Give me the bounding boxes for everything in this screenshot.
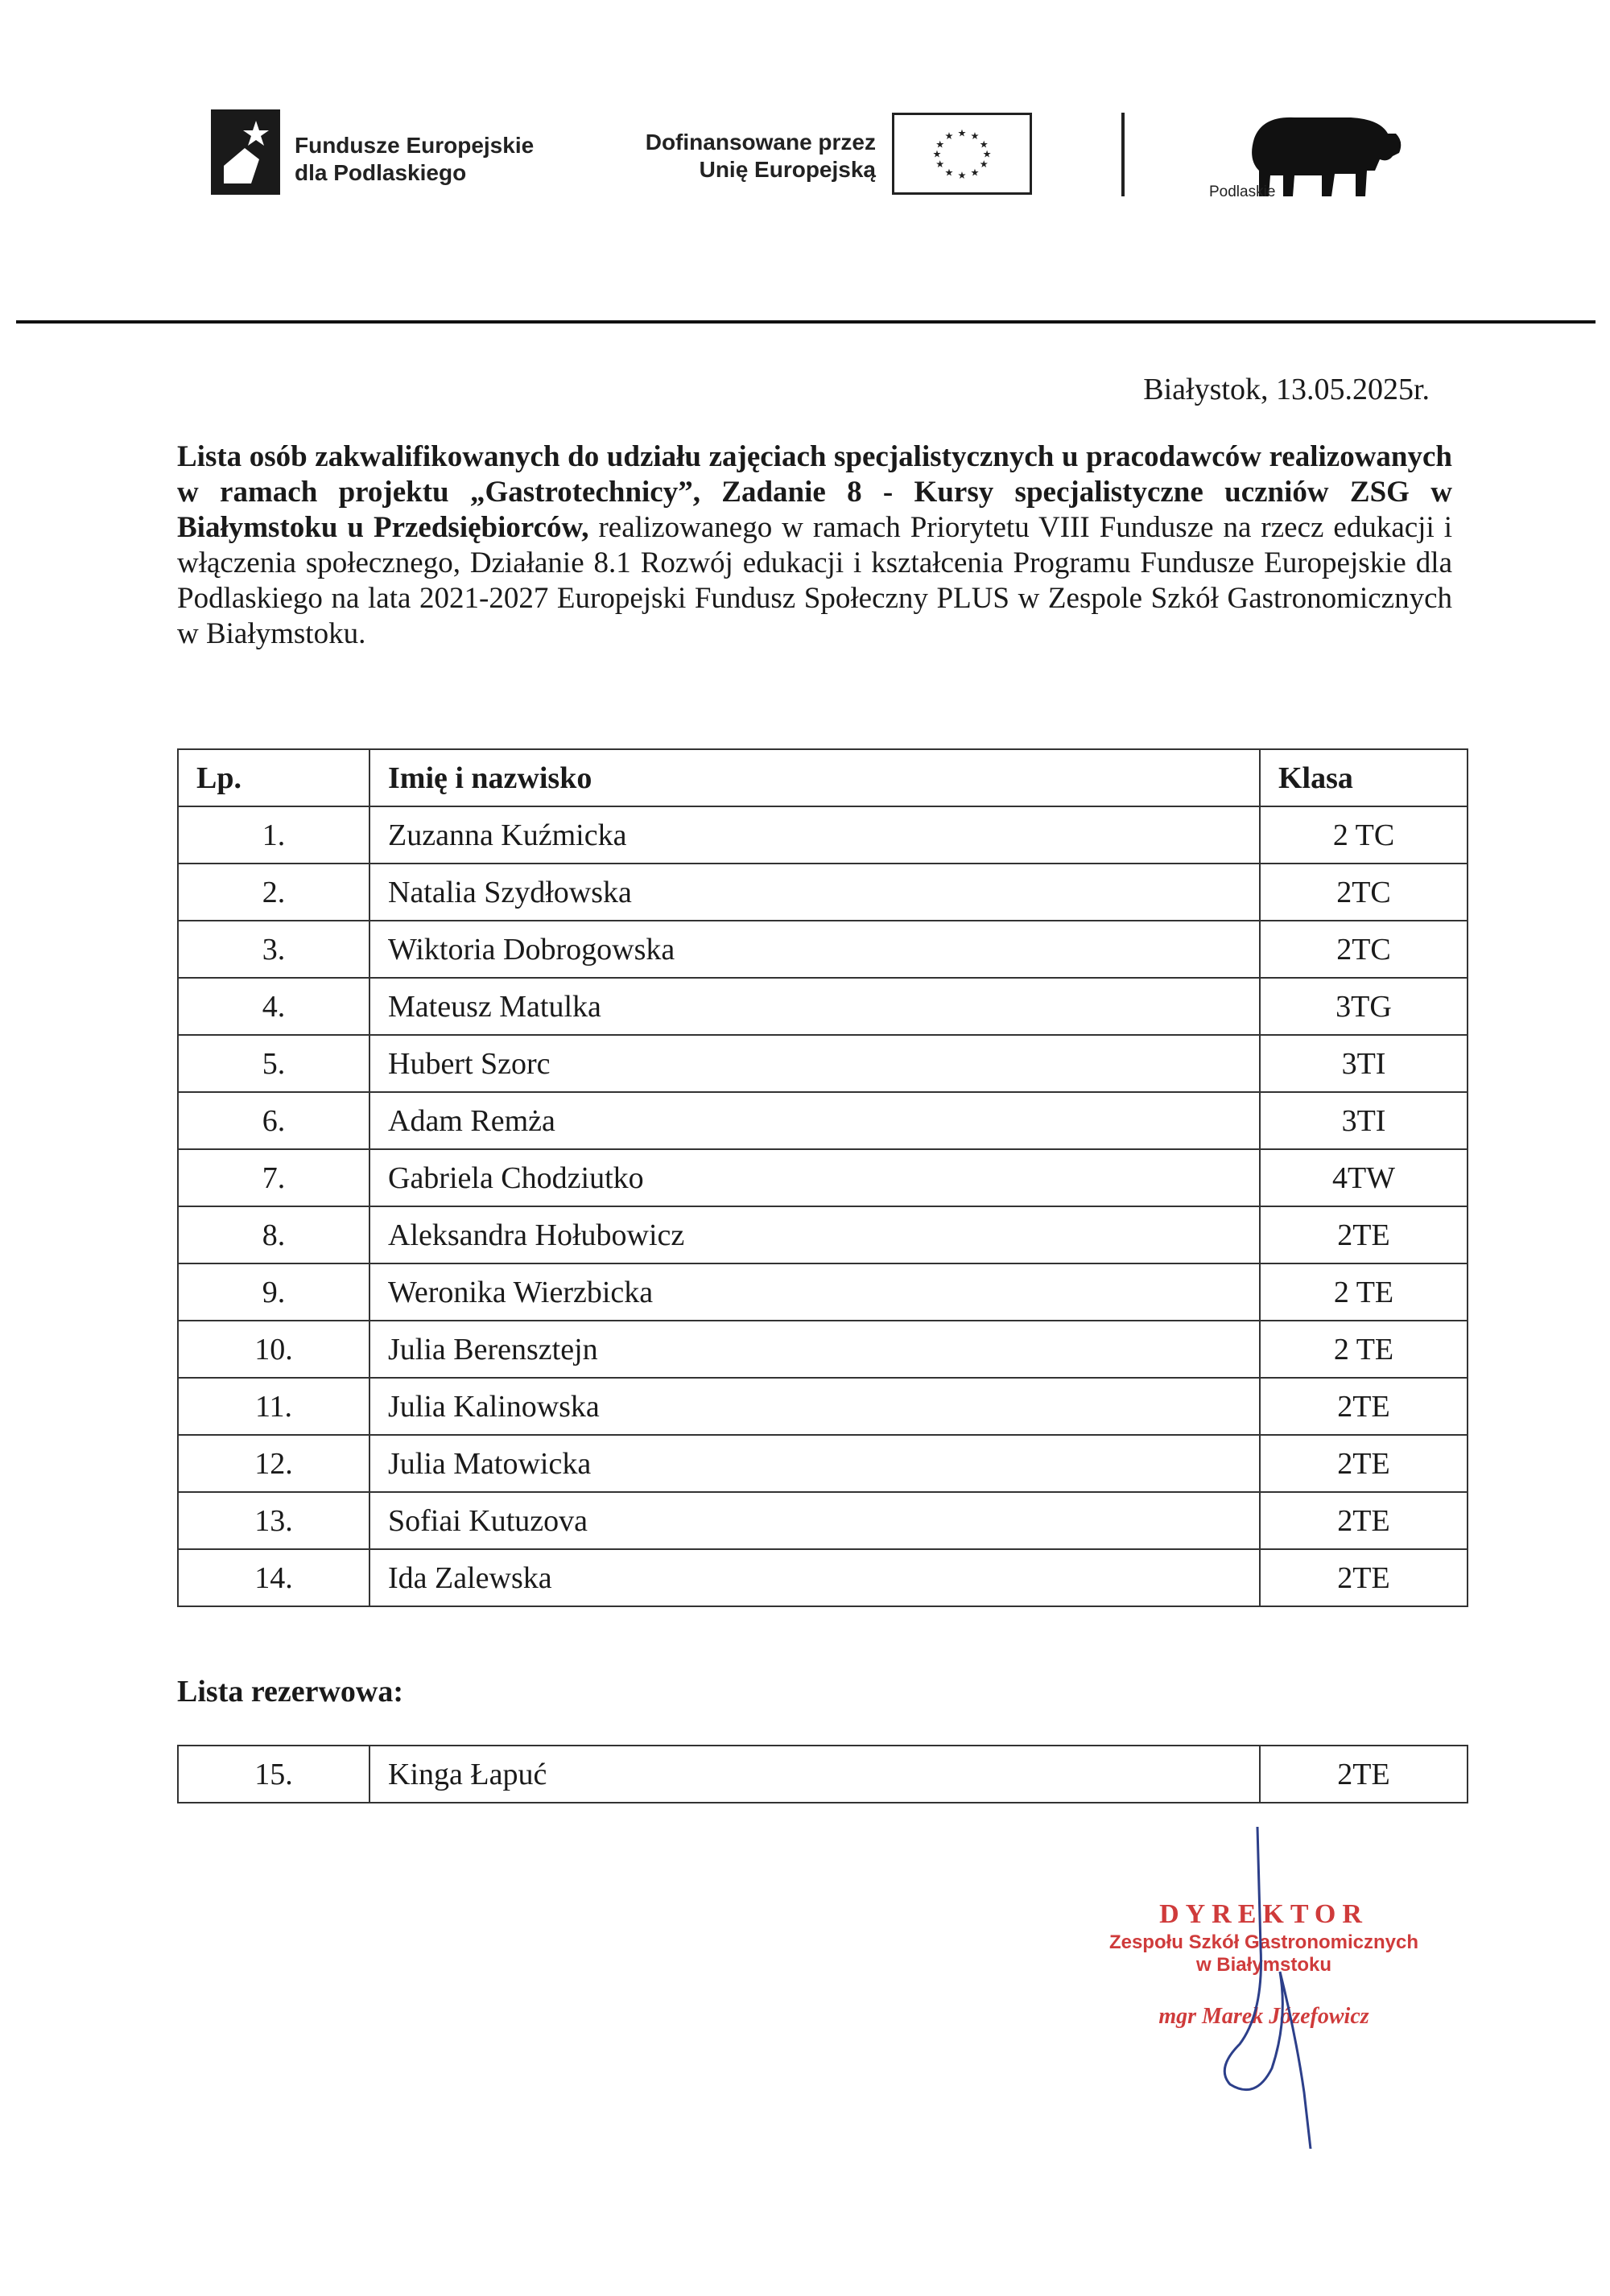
row-name: Sofiai Kutuzova (369, 1492, 1260, 1549)
row-name: Zuzanna Kuźmicka (369, 806, 1260, 864)
row-lp: 7. (178, 1149, 369, 1206)
stamp-school-line: Zespołu Szkół Gastronomicznych (1108, 1931, 1419, 1953)
row-name: Weronika Wierzbicka (369, 1263, 1260, 1321)
row-lp: 5. (178, 1035, 369, 1092)
eu-text-line-2: Unię Europejską (699, 157, 876, 182)
table-row (178, 1549, 1468, 1606)
row-lp: 3. (178, 921, 369, 978)
svg-text:★: ★ (979, 158, 989, 170)
svg-text:★: ★ (957, 170, 967, 182)
fe-logo-text (295, 132, 534, 187)
row-lp: 13. (178, 1492, 369, 1549)
svg-text:★: ★ (944, 167, 954, 179)
row-class: 2TC (1260, 864, 1468, 921)
row-name: Hubert Szorc (369, 1035, 1260, 1092)
stamp-city-line: w Białymstoku (1195, 1954, 1332, 1976)
svg-text:★: ★ (935, 138, 945, 150)
table-row (178, 921, 1468, 978)
row-lp: 11. (178, 1378, 369, 1435)
row-lp: 8. (178, 1206, 369, 1263)
stamp-signatory: mgr Marek Józefowicz (1158, 2004, 1369, 2029)
row-class: 3TI (1260, 1092, 1468, 1149)
row-class: 2TE (1260, 1206, 1468, 1263)
document-date: Białystok, 13.05.2025r. (1143, 373, 1430, 406)
row-class: 2 TC (1260, 806, 1468, 864)
header-rule (16, 320, 1596, 324)
row-name: Natalia Szydłowska (369, 864, 1260, 921)
svg-text:★: ★ (970, 167, 980, 179)
table-row (178, 1492, 1468, 1549)
svg-text:★: ★ (957, 127, 967, 139)
table-row (178, 1321, 1468, 1378)
row-lp: 4. (178, 978, 369, 1035)
svg-text:★: ★ (982, 148, 992, 160)
row-class: 3TI (1260, 1035, 1468, 1092)
row-class: 2 TE (1260, 1263, 1468, 1321)
fe-logo-line-2: dla Podlaskiego (295, 160, 467, 185)
row-class: 2TE (1260, 1435, 1468, 1492)
svg-text:★: ★ (935, 158, 945, 170)
row-class: 2TC (1260, 921, 1468, 978)
row-name: Mateusz Matulka (369, 978, 1260, 1035)
table-row (178, 1378, 1468, 1435)
row-name: Aleksandra Hołubowicz (369, 1206, 1260, 1263)
table-row (178, 1263, 1468, 1321)
table-row (178, 1206, 1468, 1263)
row-lp: 6. (178, 1092, 369, 1149)
row-class: 2TE (1260, 1746, 1468, 1803)
header-class: Klasa (1260, 749, 1468, 806)
row-lp: 12. (178, 1435, 369, 1492)
svg-text:★: ★ (970, 130, 980, 142)
eu-flag-icon (892, 113, 1032, 195)
fe-logo-line-1: Fundusze Europejskie (295, 133, 535, 158)
table-row (178, 1435, 1468, 1492)
table-header-row (178, 749, 1468, 806)
podlaskie-label: Podlaskie (1209, 183, 1276, 200)
row-class: 2 TE (1260, 1321, 1468, 1378)
row-lp: 15. (178, 1746, 369, 1803)
reserve-table (177, 1745, 1468, 1803)
handwritten-signature (1183, 1827, 1320, 2149)
row-class: 2TE (1260, 1378, 1468, 1435)
intro-bold-text: Lista osób zakwalifikowanych do udziału zajęciach specjalistycznych u pracodawców realizowanych w ramach projektu „Gastrotechnicy”, Zadanie 8 - Kursy specjalistyczne uczniów ZSG w Białymstoku u Przedsiębiorców, (177, 440, 1452, 544)
table-row (178, 1746, 1468, 1803)
participants-table (177, 748, 1468, 1607)
table-row (178, 864, 1468, 921)
svg-text:★: ★ (979, 138, 989, 150)
eu-text-line-1: Dofinansowane przez (645, 130, 876, 155)
row-name: Adam Remża (369, 1092, 1260, 1149)
table-row (178, 806, 1468, 864)
table-row (178, 978, 1468, 1035)
table-row (178, 1092, 1468, 1149)
row-lp: 1. (178, 806, 369, 864)
row-class: 2TE (1260, 1492, 1468, 1549)
row-class: 2TE (1260, 1549, 1468, 1606)
reserve-list-title: Lista rezerwowa: (177, 1675, 404, 1709)
row-name: Julia Berensztejn (369, 1321, 1260, 1378)
eu-funding-text (612, 129, 876, 183)
svg-text:★: ★ (944, 130, 954, 142)
row-name: Gabriela Chodziutko (369, 1149, 1260, 1206)
header-name: Imię i nazwisko (369, 749, 1260, 806)
stamp-title: DYREKTOR (1159, 1899, 1368, 1929)
row-name: Julia Matowicka (369, 1435, 1260, 1492)
row-class: 3TG (1260, 978, 1468, 1035)
row-name: Julia Kalinowska (369, 1378, 1260, 1435)
row-lp: 2. (178, 864, 369, 921)
table-row (178, 1149, 1468, 1206)
header-lp: Lp. (178, 749, 369, 806)
intro-regular-text: realizowanego w ramach Priorytetu VIII Fundusze na rzecz edukacji i włączenia społecznego, Działanie 8.1 Rozwój edukacji i kształcenia Programu Fundusze Europejskie dla Podlaskiego na lata 2021-2027 Europejski Fundusz Społeczny PLUS w Zespole Szkół Gastronomicznych w Białymstoku. (177, 511, 1452, 650)
row-name: Kinga Łapuć (369, 1746, 1260, 1803)
fundusze-europejskie-logo-icon (211, 109, 280, 195)
table-row (178, 1035, 1468, 1092)
row-lp: 9. (178, 1263, 369, 1321)
header-separator (1121, 113, 1125, 196)
document-intro (177, 439, 1452, 652)
row-name: Wiktoria Dobrogowska (369, 921, 1260, 978)
row-lp: 10. (178, 1321, 369, 1378)
row-class: 4TW (1260, 1149, 1468, 1206)
svg-text:★: ★ (932, 148, 942, 160)
row-name: Ida Zalewska (369, 1549, 1260, 1606)
row-lp: 14. (178, 1549, 369, 1606)
